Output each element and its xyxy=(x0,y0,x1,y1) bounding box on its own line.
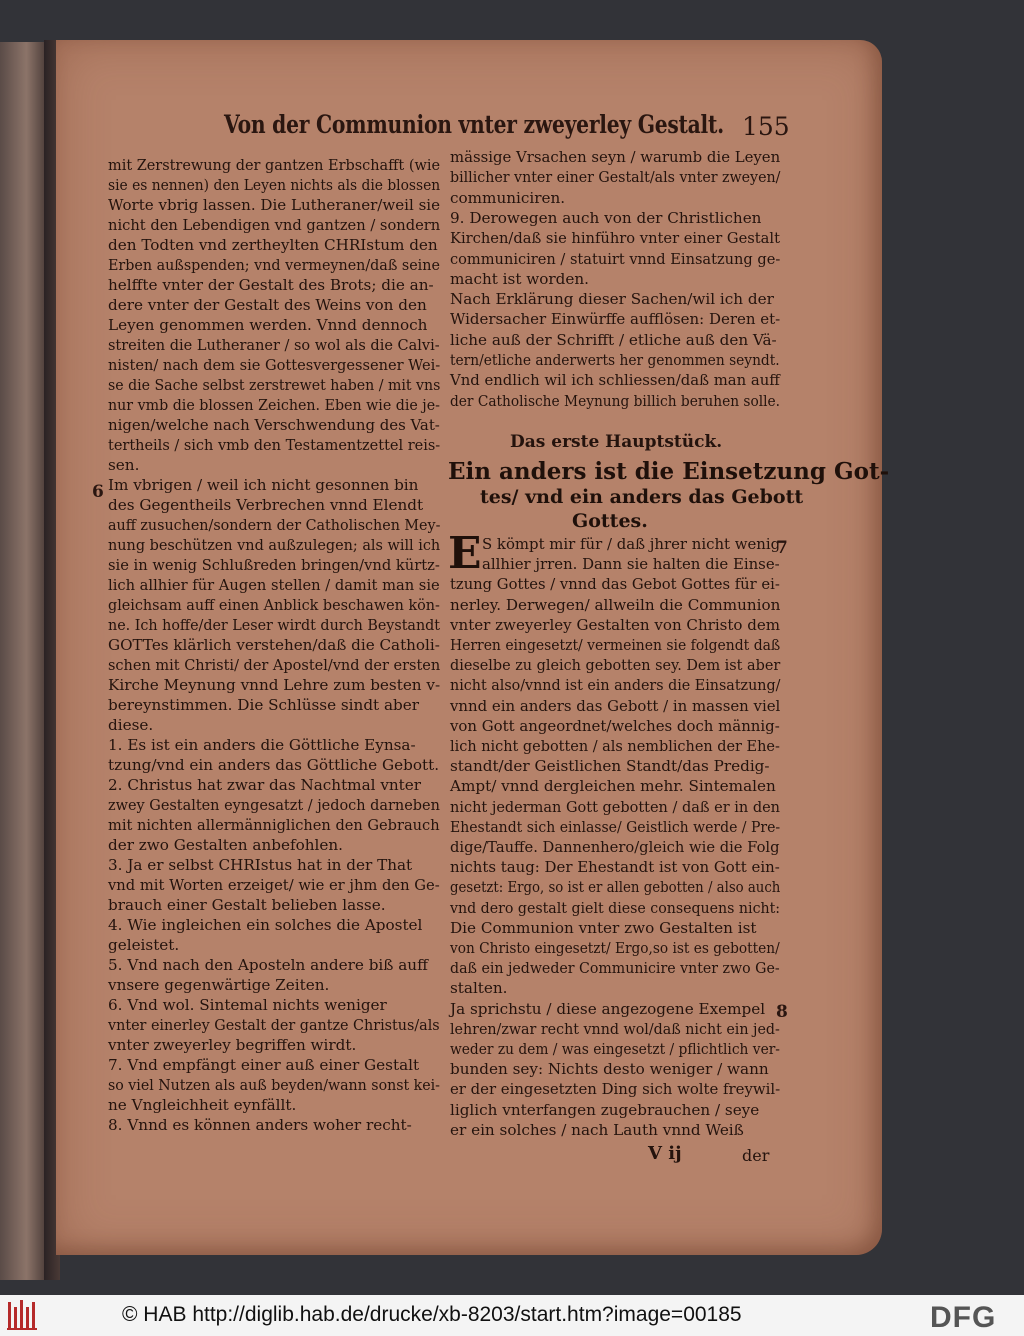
text-line: tern/etliche anderwerts her genommen seyndt. xyxy=(450,351,780,369)
text-line: der zwo Gestalten anbefohlen. xyxy=(108,836,343,854)
text-line: 9. Derowegen auch von der Christlichen xyxy=(450,208,762,227)
text-line: gesetzt: Ergo, so ist er allen gebotten / also auch xyxy=(450,878,781,897)
text-line: communiciren. xyxy=(450,188,566,207)
text-line: vnd dero gestalt gielt diese consequens nicht: xyxy=(450,898,781,917)
dfg-logo: DFG xyxy=(930,1301,997,1334)
chapter-title-line-2: tes/ vnd ein anders das Gebott xyxy=(480,486,804,508)
text-line: nicht jederman Gott gebotten / daß er in den xyxy=(450,797,781,816)
text-line: streiten die Lutheraner / so wol als die Calvi- xyxy=(108,336,440,354)
signature-mark: V ij xyxy=(648,1143,682,1164)
text-line: brauch einer Gestalt belieben lasse. xyxy=(108,896,386,914)
text-line: nerley. Derwegen/ allweiln die Communion xyxy=(450,595,781,614)
text-line: bunden sey: Nichts desto weniger / wann xyxy=(450,1060,769,1079)
text-line: dige/Tauffe. Dannenhero/gleich wie die Folg xyxy=(450,838,780,856)
text-line: helffte vnter der Gestalt des Brots; die an- xyxy=(108,276,434,294)
text-line: sen. xyxy=(108,456,140,474)
text-line: 4. Wie ingleichen ein solches die Apostel xyxy=(108,916,423,934)
text-line: Kirchen/daß sie hinführo vnter einer Gestalt xyxy=(450,229,780,248)
catchword: der xyxy=(742,1146,770,1165)
section-heading: Das erste Hauptstück. xyxy=(510,432,723,452)
text-line: mit nichten allermänniglichen den Gebrauch xyxy=(108,816,440,834)
text-line: GOTTes klärlich verstehen/daß die Catholi- xyxy=(108,636,440,654)
text-line: gleichsam auff einen Anblick beschawen kön- xyxy=(108,596,440,614)
text-line: Ampt/ vnnd dergleichen mehr. Sintemalen xyxy=(450,777,776,796)
text-line: lich nicht gebotten / als nemblichen der Ehe- xyxy=(450,737,780,755)
text-line: Herren eingesetzt/ vermeinen sie folgendt daß xyxy=(450,636,781,654)
text-line: Ehestandt sich einlasse/ Geistlich werde / Pre- xyxy=(450,817,781,836)
text-line: auff zusuchen/sondern der Catholischen Mey- xyxy=(108,516,441,534)
text-line: tertheils / sich vmb den Testamentzettel reis- xyxy=(108,436,441,454)
text-line: nicht also/vnnd ist ein anders die Einsatzung/ xyxy=(450,676,781,695)
text-line: vnter einerley Gestalt der gantze Christus/als xyxy=(108,1016,440,1034)
running-head: Von der Communion vnter zweyerley Gestalt. xyxy=(224,110,724,139)
text-line: tzung/vnd ein anders das Göttliche Gebott. xyxy=(108,756,440,774)
text-line: vnnd ein anders das Gebott / in massen viel xyxy=(450,696,781,715)
text-line: schen mit Christi/ der Apostel/vnd der ersten xyxy=(108,656,441,674)
text-line: Ja sprichstu / diese angezogene Exempel xyxy=(450,999,766,1018)
text-line: S kömpt mir für / daß jhrer nicht wenig xyxy=(482,535,781,553)
text-line: so viel Nutzen als auß beyden/wann sonst kei- xyxy=(108,1076,440,1094)
text-line: nicht den Lebendigen vnd gantzen / sondern xyxy=(108,216,441,234)
text-line: ne. Ich hoffe/der Leser wirdt durch Beystandt xyxy=(108,616,441,634)
text-line: nigen/welche nach Verschwendung des Vat- xyxy=(108,416,440,434)
text-line: bereynstimmen. Die Schlüsse sindt aber xyxy=(108,696,419,714)
text-line: Vnd endlich wil ich schliessen/daß man auff xyxy=(450,371,780,390)
text-line: communiciren / statuirt vnnd Einsatzung ge- xyxy=(450,249,781,268)
text-line: 8. Vnnd es können anders woher recht- xyxy=(108,1116,412,1134)
text-line: 7. Vnd empfängt einer auß einer Gestalt xyxy=(108,1056,420,1074)
footer-copyright-url[interactable]: © HAB http://diglib.hab.de/drucke/xb-8203/start.htm?image=00185 xyxy=(122,1303,742,1326)
text-line: liglich vnterfangen zugebrauchen / seye xyxy=(450,1100,760,1119)
text-line: nung beschützen vnd außzulegen; als will ich xyxy=(108,536,441,554)
text-line: von Gott angeordnet/welches doch männig- xyxy=(450,716,780,735)
text-line: er der eingesetzten Ding sich wolte freywil- xyxy=(450,1080,781,1099)
text-line: nichts taug: Der Ehestandt ist von Gott ein- xyxy=(450,858,780,877)
text-line: von Christo eingesetzt/ Ergo,so ist es gebotten/ xyxy=(450,939,780,957)
text-line: macht ist worden. xyxy=(450,269,589,288)
text-line: standt/der Geistlichen Standt/das Predig- xyxy=(450,757,770,776)
text-line: daß ein jedweder Communicire vnter zwo Ge- xyxy=(450,959,780,978)
hab-logo-icon xyxy=(6,1298,42,1332)
text-line: weder zu dem / was eingesetzt / pflichtlich ver- xyxy=(450,1040,780,1058)
text-line: Im vbrigen / weil ich nicht gesonnen bin xyxy=(108,476,419,494)
text-line: vnd mit Worten erzeiget/ wie er jhm den Ge- xyxy=(108,876,440,894)
chapter-title-line-3: Gottes. xyxy=(572,510,648,532)
text-line: den Todten vnd zertheylten CHRIstum den xyxy=(108,236,438,254)
text-line: dieselbe zu gleich gebotten sey. Dem ist aber xyxy=(450,656,781,675)
text-line: Nach Erklärung dieser Sachen/wil ich der xyxy=(450,290,774,309)
text-line: nur vmb die blossen Zeichen. Eben wie die je- xyxy=(108,396,440,414)
text-line: Erben außspenden; vnd vermeynen/daß seine xyxy=(108,256,440,274)
text-line: Worte vbrig lassen. Die Lutheraner/weil sie xyxy=(108,196,441,214)
text-line: Widersacher Einwürffe aufflösen: Deren et- xyxy=(450,310,781,329)
text-line: nisten/ nach dem sie Gottesvergessener Wei- xyxy=(108,356,441,374)
drop-capital: E xyxy=(448,528,482,579)
text-line: billicher vnter einer Gestalt/als vnter zweyen/ xyxy=(450,168,781,187)
text-line: 1. Es ist ein anders die Göttliche Eynsa- xyxy=(108,736,416,754)
text-line: sie es nennen) den Leyen nichts als die blossen xyxy=(108,176,441,194)
text-line: se die Sache selbst zerstrewet haben / mit vns xyxy=(108,376,441,394)
text-line: dere vnter der Gestalt des Weins von den xyxy=(108,296,427,314)
text-line: vnter zweyerley Gestalten von Christo dem xyxy=(450,615,781,634)
text-line: der Catholische Meynung billich beruhen solle. xyxy=(450,391,780,410)
footer-bar xyxy=(0,1295,1024,1336)
text-line: vnter zweyerley begriffen wirdt. xyxy=(108,1036,357,1054)
text-line: 2. Christus hat zwar das Nachtmal vnter xyxy=(108,776,422,794)
text-line: Kirche Meynung vnnd Lehre zum besten v- xyxy=(108,676,441,694)
text-line: 3. Ja er selbst CHRIstus hat in der That xyxy=(108,856,413,874)
text-line: diese. xyxy=(108,716,154,734)
text-line: lich allhier für Augen stellen / damit man sie xyxy=(108,576,440,594)
text-line: geleistet. xyxy=(108,936,180,954)
text-line: 5. Vnd nach den Aposteln andere biß auff xyxy=(108,956,428,974)
page-number: 155 xyxy=(742,112,790,141)
text-line: er ein solches / nach Lauth vnnd Weiß xyxy=(450,1120,744,1139)
text-line: liche auß der Schrifft / etliche auß den Vä- xyxy=(450,330,777,349)
margin-number: 8 xyxy=(776,1002,788,1022)
text-line: lehren/zwar recht vnnd wol/daß nicht ein jed- xyxy=(450,1019,780,1038)
text-line: mässige Vrsachen seyn / warumb die Leyen xyxy=(450,148,781,166)
text-line: sie in wenig Schlußreden bringen/vnd kürtz- xyxy=(108,556,440,574)
text-line: mit Zerstrewung der gantzen Erbschafft (wie xyxy=(108,156,441,174)
text-line: tzung Gottes / vnnd das Gebot Gottes für ei- xyxy=(450,575,780,594)
margin-number: 7 xyxy=(776,538,788,558)
text-line: Die Communion vnter zwo Gestalten ist xyxy=(450,918,757,937)
text-line: zwey Gestalten eyngesatzt / jedoch darneben xyxy=(108,796,440,814)
facing-page-edge xyxy=(0,42,48,1280)
text-line: vnsere gegenwärtige Zeiten. xyxy=(108,976,330,994)
text-line: stalten. xyxy=(450,979,508,998)
text-line: des Gegentheils Verbrechen vnnd Elendt xyxy=(108,496,424,514)
text-line: 6. Vnd wol. Sintemal nichts weniger xyxy=(108,996,387,1014)
text-line: ne Vngleichheit eynfällt. xyxy=(108,1096,297,1114)
text-line: allhier jrren. Dann sie halten die Einse- xyxy=(482,555,780,574)
text-line: Leyen genommen werden. Vnnd dennoch xyxy=(108,316,428,334)
margin-number: 6 xyxy=(92,482,104,502)
chapter-title-line-1: Ein anders ist die Einsetzung Got- xyxy=(448,458,890,485)
